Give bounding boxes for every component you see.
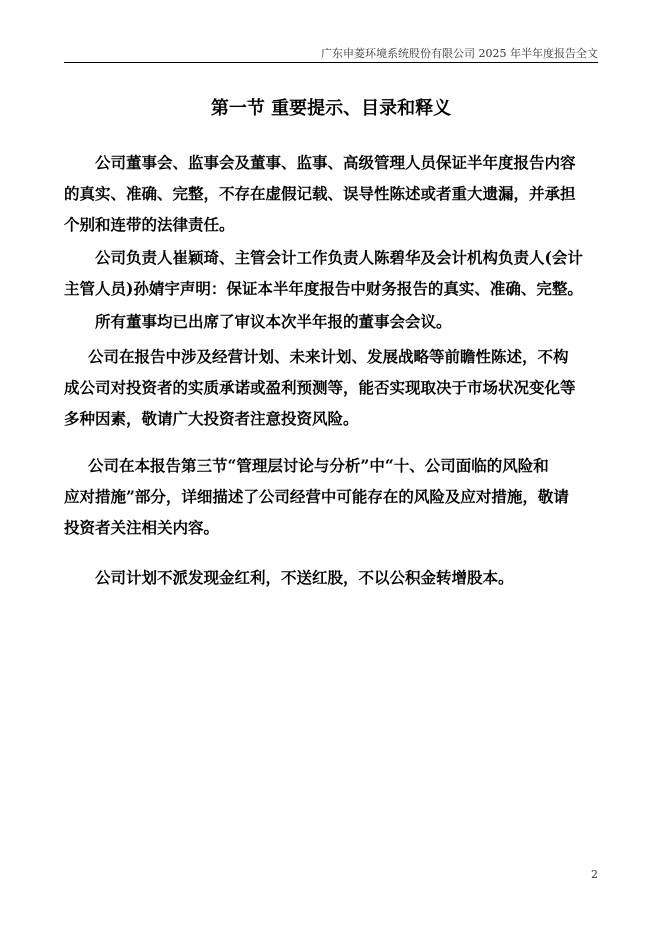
paragraph-directors-attendance xyxy=(64,306,594,337)
paragraph-line: 主管人员)孙婧宇声明：保证本半年度报告中财务报告的真实、准确、完整。 xyxy=(64,279,583,298)
page-number: 2 xyxy=(591,868,598,881)
paragraph-line: 公司在报告中涉及经营计划、未来计划、发展战略等前瞻性陈述，不构 xyxy=(88,347,569,366)
header-divider xyxy=(64,62,598,63)
paragraph-line: 公司负责人崔颖琦、主管会计工作负责人陈碧华及会计机构负责人(会计 xyxy=(95,248,583,267)
section-title: 第一节 重要提示、目录和释义 xyxy=(210,98,452,119)
paragraph-risk-notice xyxy=(64,450,594,543)
paragraph-board-guarantee xyxy=(64,147,594,240)
paragraph-responsible-persons xyxy=(64,242,594,304)
running-header: 广东申菱环境系统股份有限公司 2025 年半年度报告全文 xyxy=(321,47,598,60)
paragraph-line: 公司计划不派发现金红利，不送红股，不以公积金转增股本。 xyxy=(95,568,514,587)
paragraph-dividend-plan xyxy=(64,562,594,593)
paragraph-line: 多种因素，敬请广大投资者注意投资风险。 xyxy=(64,409,359,428)
paragraph-line: 成公司对投资者的实质承诺或盈利预测等，能否实现取决于市场状况变化等 xyxy=(64,378,576,397)
paragraph-line: 公司在本报告第三节“管理层讨论与分析”中“十、公司面临的风险和 xyxy=(88,456,549,475)
paragraph-line: 个别和连带的法律责任。 xyxy=(64,215,235,234)
paragraph-line: 的真实、准确、完整，不存在虚假记载、误导性陈述或者重大遗漏，并承担 xyxy=(64,184,576,203)
paragraph-line: 所有董事均已出席了审议本次半年报的董事会会议。 xyxy=(95,312,452,331)
paragraph-forward-looking xyxy=(64,341,594,434)
paragraph-line: 应对措施”部分，详细描述了公司经营中可能存在的风险及应对措施，敬请 xyxy=(64,487,569,506)
paragraph-line: 投资者关注相关内容。 xyxy=(64,518,220,537)
paragraph-line: 公司董事会、监事会及董事、监事、高级管理人员保证半年度报告内容 xyxy=(95,153,576,172)
